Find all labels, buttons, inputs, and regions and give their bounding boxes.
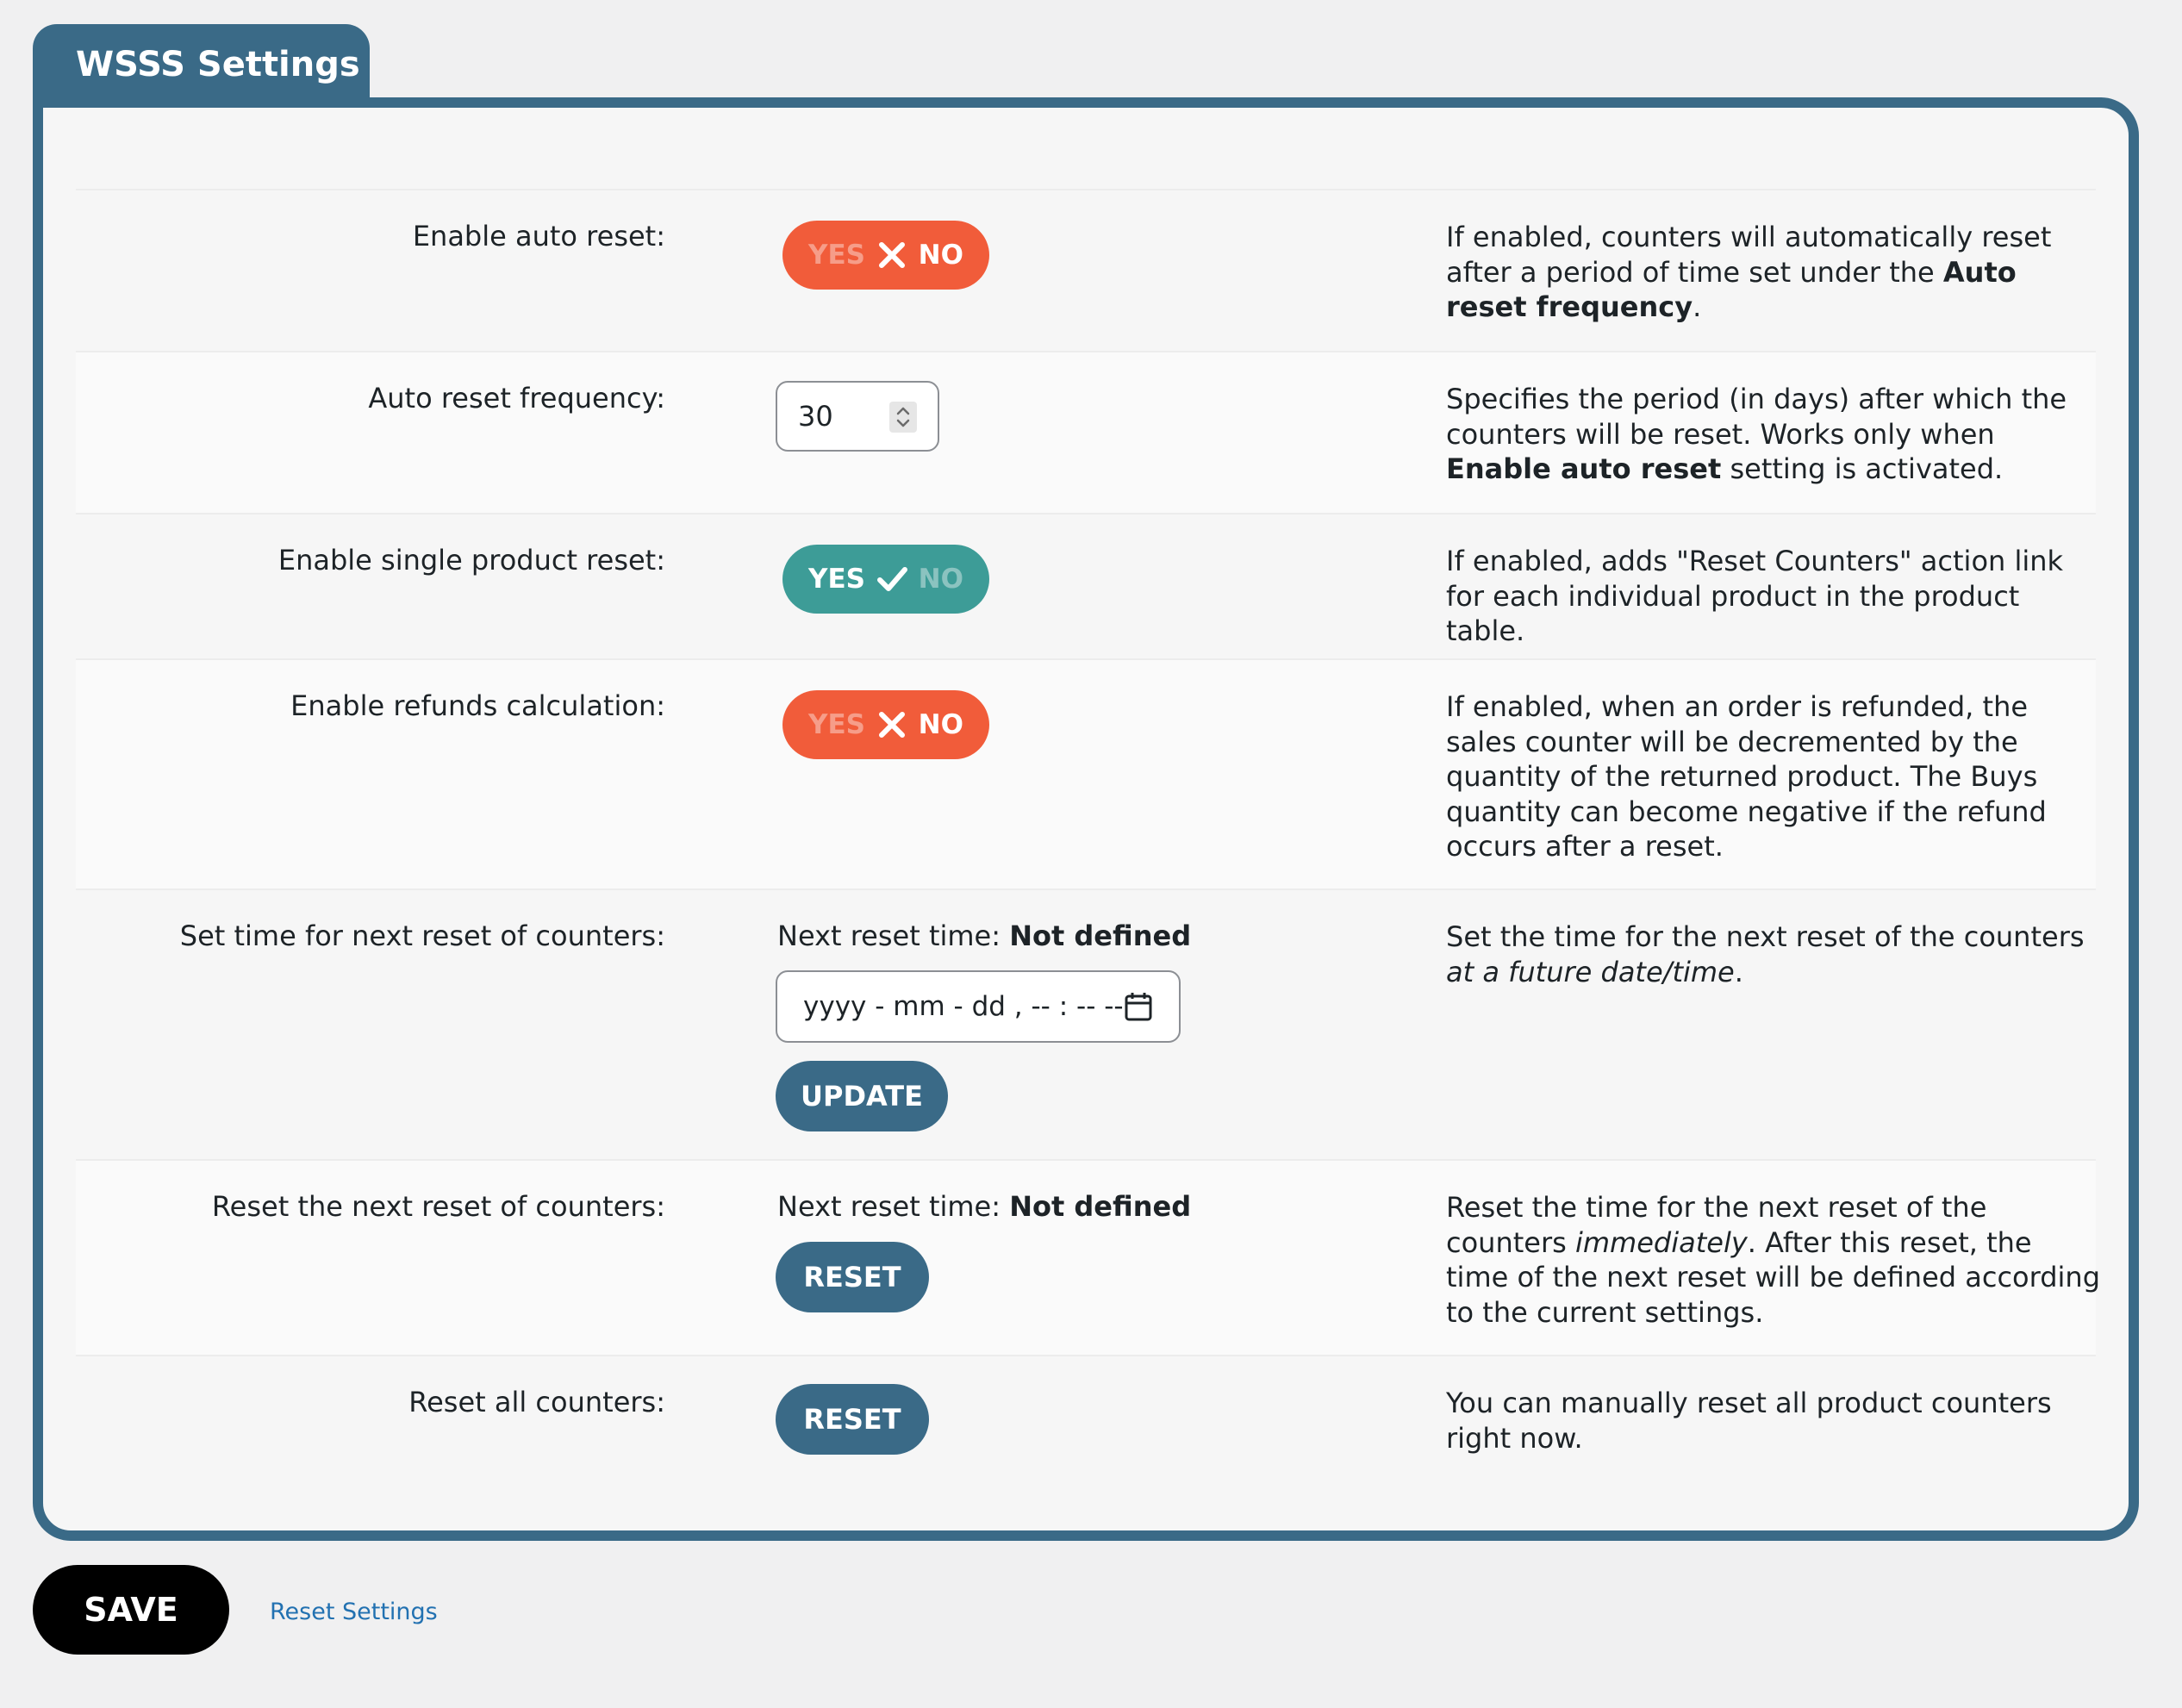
- settings-tab-title: WSSS Settings: [76, 45, 360, 84]
- reset-next-description: [1446, 1190, 2101, 1330]
- frequency-input[interactable]: [776, 381, 939, 452]
- set-time-description: [1446, 919, 2101, 989]
- refunds-description: If enabled, when an order is refunded, the sales counter will be decremented by the quantity of the returned product. The Buys quantity can become negative if the refund occurs after a reset.: [1446, 690, 2047, 863]
- next-reset-prefix: Next reset time:: [777, 919, 1010, 952]
- x-icon: [875, 238, 909, 272]
- reset-all-button[interactable]: RESET: [776, 1384, 929, 1455]
- set-time-label: Set time for next reset of counters:: [179, 919, 665, 952]
- auto-reset-description: [1446, 220, 2101, 325]
- reset-all-label: Reset all counters:: [408, 1386, 665, 1418]
- refunds-label: Enable refunds calculation:: [290, 689, 665, 722]
- desc-text-end: . After this reset, the time of the next reset will be defined according to the current settings.: [1446, 1225, 2101, 1329]
- setting-row-single-product: [76, 513, 2096, 658]
- setting-row-auto-reset: [76, 189, 2096, 351]
- desc-bold-text: Enable auto reset: [1446, 452, 1722, 485]
- refunds-toggle[interactable]: [782, 690, 989, 759]
- frequency-value: 30: [798, 400, 833, 433]
- auto-reset-label: Enable auto reset:: [412, 220, 665, 252]
- setting-row-frequency: [76, 351, 2096, 513]
- calendar-icon[interactable]: [1124, 991, 1153, 1022]
- next-reset-time-text: [777, 919, 1191, 952]
- single-product-label: Enable single product reset:: [277, 544, 665, 577]
- datetime-placeholder: yyyy - mm - dd , -- : -- --: [803, 991, 1124, 1022]
- next-reset-value: Not defined: [1009, 1190, 1192, 1223]
- toggle-yes-text: YES: [808, 564, 865, 595]
- desc-text: Specifies the period (in days) after which the counters will be reset. Works only when: [1446, 383, 2067, 451]
- toggle-yes-text: YES: [808, 240, 865, 271]
- setting-row-refunds: [76, 658, 2096, 888]
- single-product-toggle[interactable]: [782, 545, 989, 614]
- frequency-label: Auto reset frequency:: [368, 382, 665, 415]
- reset-settings-link[interactable]: Reset Settings: [270, 1599, 438, 1625]
- desc-text: Set the time for the next reset of the counters: [1446, 920, 2085, 953]
- datetime-input[interactable]: [776, 970, 1181, 1043]
- spinner-arrows-icon: [889, 402, 917, 433]
- desc-text-end: .: [1693, 290, 1702, 323]
- setting-row-set-time: [76, 888, 2096, 1159]
- update-button[interactable]: UPDATE: [776, 1061, 948, 1131]
- reset-next-button[interactable]: RESET: [776, 1242, 929, 1312]
- single-product-description: If enabled, adds "Reset Counters" action link for each individual product in the product table.: [1446, 545, 2064, 647]
- save-button[interactable]: SAVE: [33, 1565, 229, 1655]
- settings-tab[interactable]: [33, 24, 370, 102]
- reset-next-label: Reset the next reset of counters:: [211, 1190, 665, 1223]
- x-icon: [875, 708, 909, 742]
- toggle-yes-text: YES: [808, 709, 865, 740]
- number-spinner[interactable]: [889, 402, 917, 433]
- setting-row-reset-next: [76, 1159, 2101, 1355]
- desc-text-end: .: [1734, 955, 1743, 988]
- settings-panel: [33, 97, 2139, 1541]
- toggle-no-text: NO: [918, 564, 963, 595]
- desc-bold-text: Auto reset frequency: [1446, 255, 2017, 323]
- setting-row-reset-all: [76, 1355, 2096, 1494]
- desc-italic-text: at a future date/time: [1446, 955, 1735, 988]
- desc-text: If enabled, counters will automatically reset after a period of time set under the: [1446, 221, 2052, 289]
- next-reset-time-text: [777, 1190, 1191, 1223]
- auto-reset-toggle[interactable]: [782, 221, 989, 290]
- frequency-description: [1446, 382, 2101, 487]
- toggle-no-text: NO: [918, 240, 963, 271]
- check-icon: [875, 562, 909, 596]
- reset-all-description: You can manually reset all product counters right now.: [1446, 1387, 2052, 1455]
- desc-text-end: setting is activated.: [1721, 452, 2004, 485]
- toggle-no-text: NO: [918, 709, 963, 740]
- settings-rows: [76, 189, 2101, 1494]
- desc-text: Reset the time for the next reset of the counters: [1446, 1191, 1987, 1259]
- desc-italic-text: immediately: [1574, 1225, 1748, 1259]
- next-reset-prefix: Next reset time:: [777, 1190, 1010, 1223]
- next-reset-value: Not defined: [1009, 919, 1192, 952]
